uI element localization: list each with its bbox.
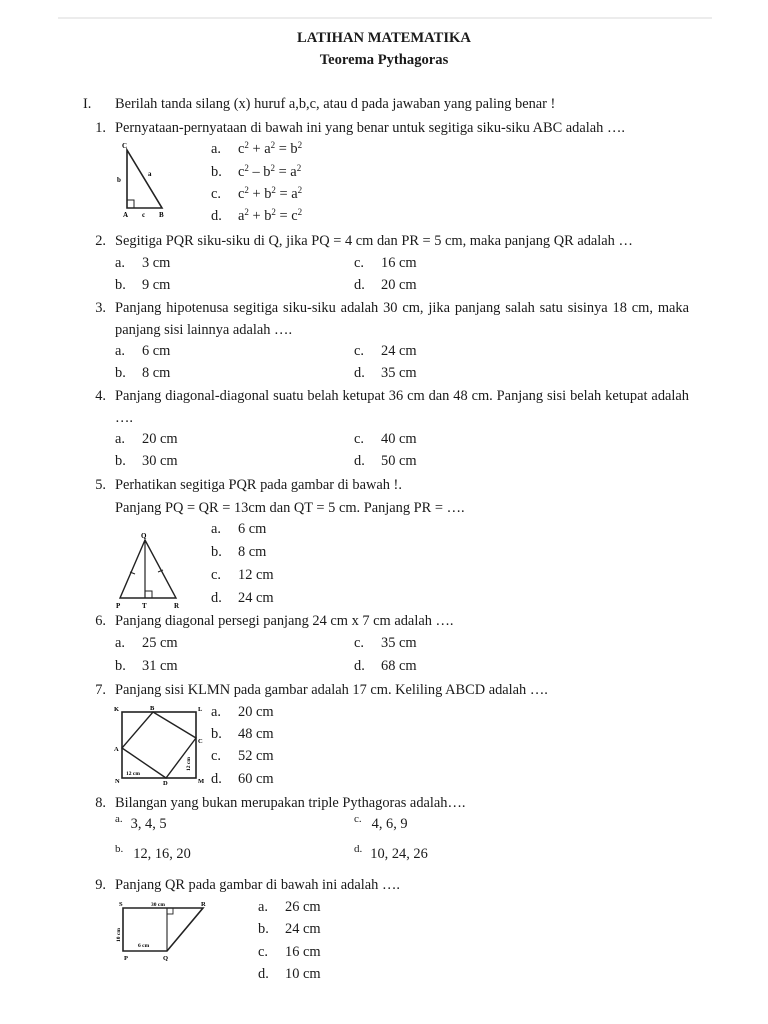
question-8-option-b[interactable]: $^{b.}$ 12, 16, 20 (115, 843, 191, 862)
question-6-text: Panjang diagonal persegi panjang 24 cm x 7 cm adalah …. (115, 613, 454, 629)
fig9-label-30cm: 30 cm (151, 902, 165, 908)
question-9-option-d[interactable]: d. 10 cm (258, 966, 321, 982)
fig1-label-B: B (159, 211, 164, 219)
question-1-text: Pernyataan-pernyataan di bawah ini yang benar untuk segitiga siku-siku ABC adalah …. (115, 120, 625, 136)
fig1-label-a: a (148, 170, 152, 178)
question-1-option-d[interactable]: d. $a^2 + b^2 = c^2$ (211, 207, 303, 224)
question-2-text: Segitiga PQR siku-siku di Q, jika PQ = 4 cm dan PR = 5 cm, maka panjang QR adalah … (115, 233, 633, 249)
fig7-label-12cm-right: 12 cm (186, 757, 192, 771)
question-2-number: 2. (95, 233, 106, 249)
question-5-text: Perhatikan segitiga PQR pada gambar di bawah !. (115, 477, 402, 493)
fig1-label-c: c (142, 211, 146, 219)
question-3-option-a[interactable]: a. 6 cm (115, 343, 171, 359)
fig9-label-6cm: 6 cm (138, 943, 150, 949)
fig9-label-10cm: 10 cm (116, 928, 122, 942)
question-9-option-c[interactable]: c. 16 cm (258, 944, 321, 960)
fig7-label-L: L (198, 706, 203, 713)
question-6-option-c[interactable]: c. 35 cm (354, 635, 417, 651)
question-7-text: Panjang sisi KLMN pada gambar adalah 17 cm. Keliling ABCD adalah …. (115, 682, 548, 698)
question-3-text: Panjang hipotenusa segitiga siku-siku adalah 30 cm, jika panjang salah satu sisinya 18 cm, maka panjang sisi lainnya adalah …. (115, 300, 689, 338)
question-7-figure (112, 703, 208, 785)
question-5-option-d[interactable]: d. 24 cm (211, 590, 274, 606)
question-2-option-a[interactable]: a. 3 cm (115, 255, 171, 271)
question-5-option-c[interactable]: c. 12 cm (211, 567, 274, 583)
question-2-option-d[interactable]: d. 20 cm (354, 277, 417, 293)
question-8-option-c[interactable]: $^{c.}$ 4, 6, 9 (354, 813, 408, 832)
question-3-option-b[interactable]: b. 8 cm (115, 365, 171, 381)
question-7-option-a[interactable]: a. 20 cm (211, 704, 274, 720)
question-6-option-b[interactable]: b. 31 cm (115, 658, 178, 674)
section-number: I. (83, 96, 92, 112)
fig9-label-P: P (124, 955, 128, 962)
question-3-option-d[interactable]: d. 35 cm (354, 365, 417, 381)
question-7-option-c[interactable]: c. 52 cm (211, 748, 274, 764)
fig9-label-S: S (119, 901, 123, 908)
question-9-text: Panjang QR pada gambar di bawah ini adalah …. (115, 877, 400, 893)
question-6-number: 6. (95, 613, 106, 629)
fig1-label-b: b (117, 176, 121, 184)
fig7-label-A: A (114, 746, 119, 753)
fig7-label-12cm-bottom: 12 cm (126, 771, 140, 777)
question-5-text-line2: Panjang PQ = QR = 13cm dan QT = 5 cm. Panjang PR = …. (115, 500, 465, 516)
page-top-edge (58, 17, 712, 19)
fig5-label-R: R (174, 602, 180, 610)
question-8-option-d[interactable]: $^{d.}$ 10, 24, 26 (354, 843, 428, 862)
question-1-option-a[interactable]: a. $c^2 + a^2 = b^2$ (211, 140, 303, 157)
question-5-number: 5. (95, 477, 106, 493)
question-7-option-b[interactable]: b. 48 cm (211, 726, 274, 742)
question-6-option-d[interactable]: d. 68 cm (354, 658, 417, 674)
question-2-option-b[interactable]: b. 9 cm (115, 277, 171, 293)
question-1-number: 1. (95, 120, 106, 136)
question-8-option-a[interactable]: $^{a.}$ 3, 4, 5 (115, 813, 167, 832)
fig1-label-A: A (123, 211, 129, 219)
page-subtitle: Teorema Pythagoras (319, 52, 449, 68)
fig1-label-c-top: C (122, 142, 128, 150)
fig7-label-K: K (114, 706, 120, 713)
question-4-number: 4. (95, 388, 106, 404)
question-9-number: 9. (95, 877, 106, 893)
page-title: LATIHAN MATEMATIKA (297, 30, 471, 46)
question-1-option-c[interactable]: c. $c^2 + b^2 = a^2$ (211, 185, 303, 202)
question-5-option-a[interactable]: a. 6 cm (211, 521, 267, 537)
question-5-option-b[interactable]: b. 8 cm (211, 544, 267, 560)
fig7-label-C: C (198, 738, 203, 745)
question-2-option-c[interactable]: c. 16 cm (354, 255, 417, 271)
fig7-label-M: M (198, 778, 205, 785)
fig7-label-B: B (150, 705, 155, 712)
question-4-option-d[interactable]: d. 50 cm (354, 453, 417, 469)
fig9-label-Q: Q (163, 955, 169, 962)
question-9-figure (113, 898, 213, 962)
question-4-text: Panjang diagonal-diagonal suatu belah ketupat 36 cm dan 48 cm. Panjang sisi belah ketupat adalah …. (115, 388, 689, 426)
question-5-figure (112, 530, 188, 612)
question-8-text: Bilangan yang bukan merupakan triple Pythagoras adalah…. (115, 795, 466, 811)
section-instruction: Berilah tanda silang (x) huruf a,b,c, atau d pada jawaban yang paling benar ! (115, 96, 556, 112)
fig7-label-D: D (163, 780, 168, 787)
question-9-option-a[interactable]: a. 26 cm (258, 899, 321, 915)
fig7-label-N: N (115, 778, 120, 785)
question-7-option-d[interactable]: d. 60 cm (211, 771, 274, 787)
question-4-option-c[interactable]: c. 40 cm (354, 431, 417, 447)
fig5-label-Q: Q (141, 532, 147, 540)
question-8-number: 8. (95, 795, 106, 811)
question-7-number: 7. (95, 682, 106, 698)
question-6-option-a[interactable]: a. 25 cm (115, 635, 178, 651)
fig5-label-P: P (116, 602, 121, 610)
question-3-option-c[interactable]: c. 24 cm (354, 343, 417, 359)
question-9-option-b[interactable]: b. 24 cm (258, 921, 321, 937)
question-3-number: 3. (95, 300, 106, 316)
question-4-option-a[interactable]: a. 20 cm (115, 431, 178, 447)
fig9-label-R: R (201, 901, 206, 908)
fig5-label-T: T (142, 602, 147, 610)
question-4-option-b[interactable]: b. 30 cm (115, 453, 178, 469)
question-1-figure (114, 140, 174, 220)
question-1-option-b[interactable]: b. $c^2 - b^2 = a^2$ (211, 163, 302, 180)
